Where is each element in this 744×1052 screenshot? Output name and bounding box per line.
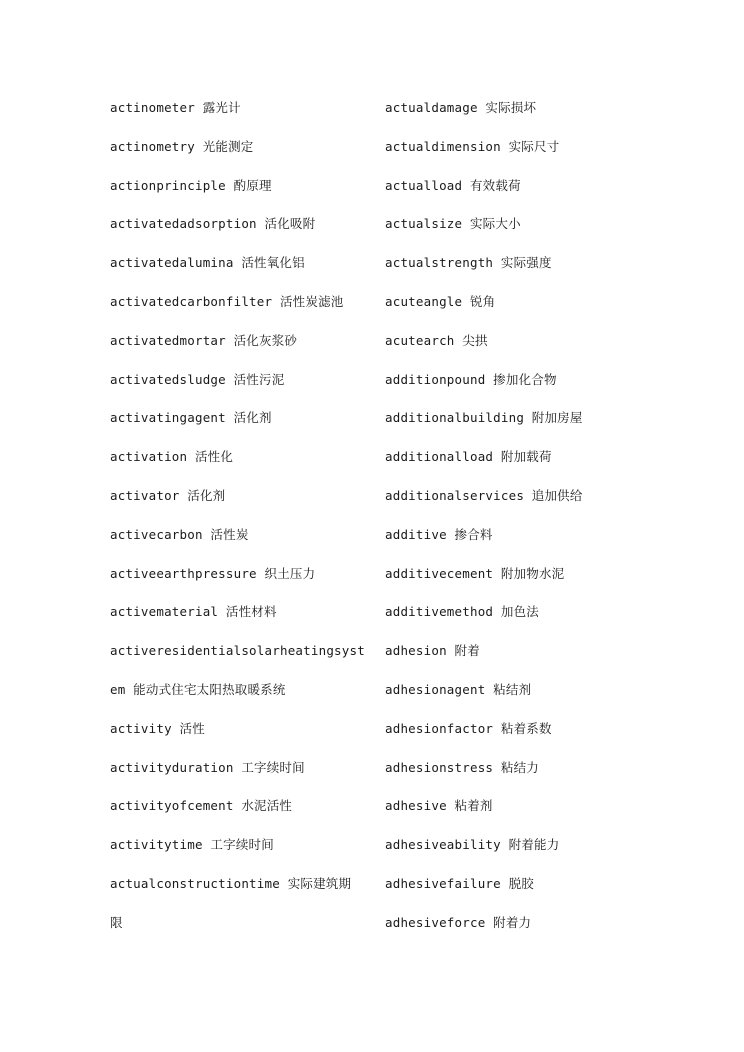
entry-line: adhesionagent 粘结剂 [385, 681, 532, 697]
entry-line: actualdimension 实际尺寸 [385, 138, 560, 154]
entry-line: 限 [110, 914, 123, 930]
entry-line: em 能动式住宅太阳热取暖系统 [110, 681, 286, 697]
entry-line: activatingagent 活化剂 [110, 410, 272, 426]
entry-line: activematerial 活性材料 [110, 604, 277, 620]
entry-line: activityduration 工字续时间 [110, 759, 305, 775]
entry-line: additionpound 掺加化合物 [385, 371, 557, 387]
entry-line: actionprinciple 酌原理 [110, 177, 272, 193]
entry-line: additivemethod 加色法 [385, 604, 539, 620]
entry-line: acutearch 尖拱 [385, 332, 488, 348]
entry-line: activator 活化剂 [110, 487, 226, 503]
entry-line: additionalbuilding 附加房屋 [385, 410, 583, 426]
entry-line: actualconstructiontime 实际建筑期 [110, 875, 352, 891]
entry-line: activatedsludge 活性污泥 [110, 371, 285, 387]
left-column [110, 96, 372, 950]
entry-line: activatedmortar 活化灰浆砂 [110, 332, 298, 348]
entry-line: activity 活性 [110, 720, 205, 736]
entry-line: activatedcarbonfilter 活性炭滤池 [110, 293, 344, 309]
entry-line: activatedadsorption 活化吸附 [110, 216, 316, 232]
entry-line: actualload 有效载荷 [385, 177, 521, 193]
right-column [385, 96, 635, 950]
entry-line: activecarbon 活性炭 [110, 526, 249, 542]
entry-line: adhesiveforce 附着力 [385, 914, 532, 930]
entry-line: activityofcement 水泥活性 [110, 798, 293, 814]
entry-line: adhesionfactor 粘着系数 [385, 720, 552, 736]
entry-line: actualdamage 实际损坏 [385, 100, 537, 115]
entry-line: activeresidentialsolarheatingsyst [110, 643, 365, 659]
entry-line: activation 活性化 [110, 449, 234, 465]
entry-line: actualstrength 实际强度 [385, 255, 552, 271]
entry-line: additive 掺合料 [385, 526, 493, 542]
entry-line: adhesiveability 附着能力 [385, 837, 560, 853]
entry-line: actinometer 露光计 [110, 100, 241, 115]
entry-line: actinometry 光能测定 [110, 138, 254, 154]
entry-line: additionalservices 追加供给 [385, 487, 583, 503]
entry-line: adhesivefailure 脱胶 [385, 875, 535, 891]
entry-line: adhesive 粘着剂 [385, 798, 493, 814]
entry-line: additivecement 附加物水泥 [385, 565, 565, 581]
entry-line: acuteangle 锐角 [385, 293, 496, 309]
entry-line: adhesionstress 粘结力 [385, 759, 539, 775]
entry-line: actualsize 实际大小 [385, 216, 521, 232]
entry-line: adhesion 附着 [385, 643, 480, 659]
entry-line: activatedalumina 活性氧化铝 [110, 255, 305, 271]
entry-line: activeearthpressure 织土压力 [110, 565, 316, 581]
entry-line: activitytime 工字续时间 [110, 837, 274, 853]
entry-line: additionalload 附加载荷 [385, 449, 552, 465]
